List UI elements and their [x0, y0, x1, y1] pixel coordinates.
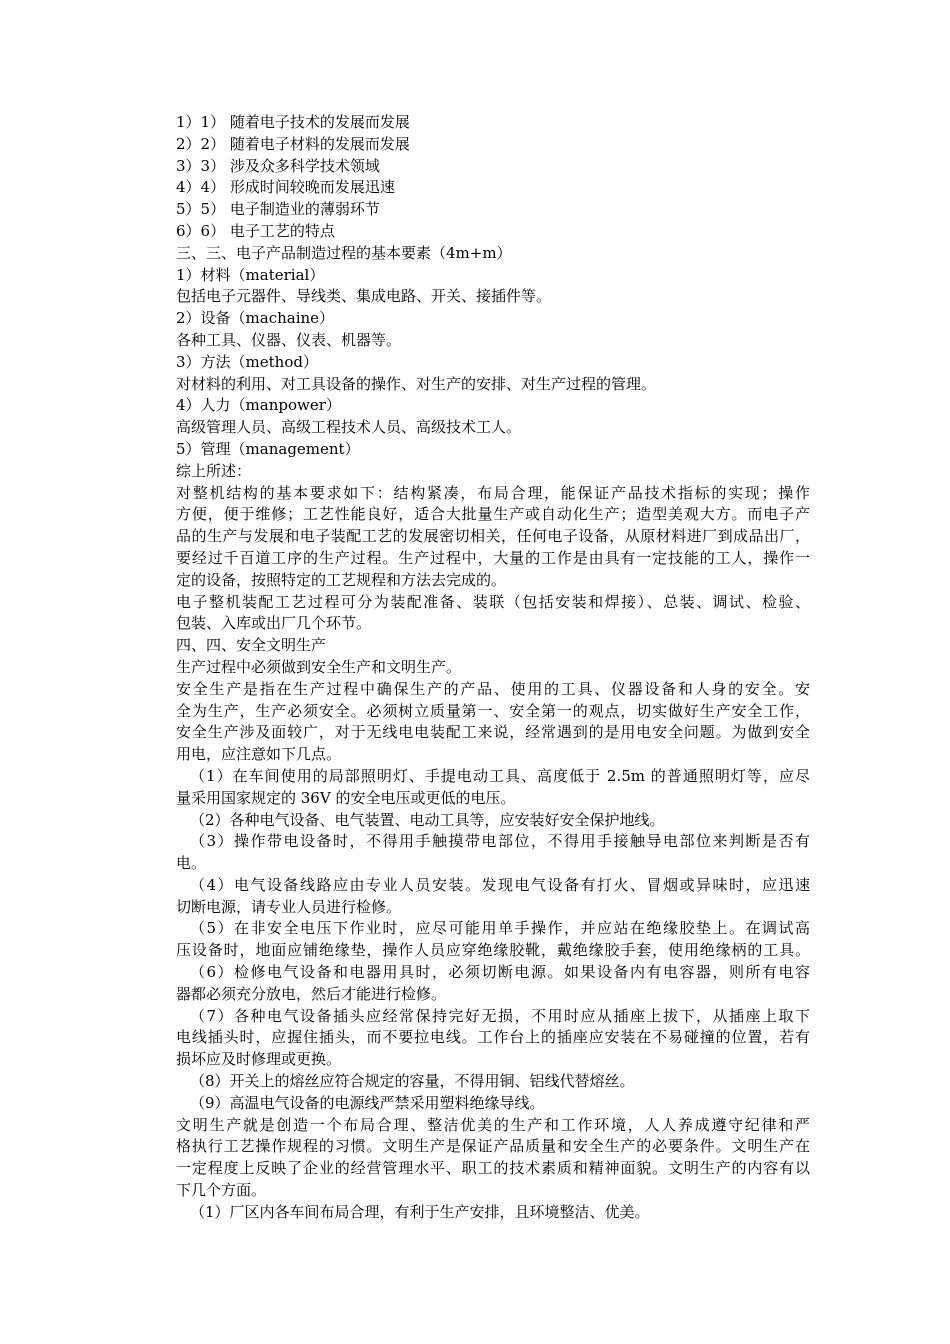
text-line: 3）方法（method） [176, 352, 318, 371]
text-line: 包装、入库或出厂几个环节。 [176, 614, 372, 633]
text-line: 切断电源，请专业人员进行检修。 [176, 897, 402, 916]
text-line: （7）各种电气设备插头应经常保持完好无损，不用时应从插座上拔下，从插座上取下 [190, 1006, 810, 1025]
text-line: 用电，应注意如下几点。 [176, 745, 342, 764]
text-line: 5）5） 电子制造业的薄弱环节 [176, 200, 380, 219]
text-line: 一定程度上反映了企业的经营管理水平、职工的技术素质和精神面貌。文明生产的内容有以 [176, 1159, 810, 1178]
text-line: 要经过千百道工序的生产过程。生产过程中，大量的工作是由具有一定技能的工人，操作一 [176, 548, 810, 567]
text-line: （8）开关上的熔丝应符合规定的容量，不得用铜、铝线代替熔丝。 [190, 1072, 635, 1091]
text-line: 安全生产是指在生产过程中确保生产的产品、使用的工具、仪器设备和人身的安全。安 [176, 679, 810, 698]
text-line: 文明生产就是创造一个布局合理、整洁优美的生产和工作环境，人人养成遵守纪律和严 [176, 1115, 810, 1134]
text-line: 2）2） 随着电子材料的发展而发展 [176, 134, 410, 153]
text-line: 损坏应及时修理或更换。 [176, 1050, 342, 1069]
text-line: 3）3） 涉及众多科学技术领域 [176, 156, 380, 175]
text-line: 高级管理人员、高级工程技术人员、高级技术工人。 [176, 418, 522, 437]
text-line: 压设备时，地面应铺绝缘垫，操作人员应穿绝缘胶靴，戴绝缘胶手套，使用绝缘柄的工具。 [176, 941, 810, 960]
text-line: 对材料的利用、对工具设备的操作、对生产的安排、对生产过程的管理。 [176, 374, 657, 393]
text-line: 综上所述： [176, 461, 252, 480]
text-line: 量采用国家规定的 36V 的安全电压或更低的电压。 [176, 788, 516, 807]
text-line: 品的生产与发展和电子装配工艺的发展密切相关，任何电子设备，从原材料进厂到成品出厂， [176, 527, 810, 546]
text-line: 全为生产，生产必须安全。必须树立质量第一、安全第一的观点，切实做好生产安全工作， [176, 701, 810, 720]
text-line: 包括电子元器件、导线类、集成电路、开关、接插件等。 [176, 287, 552, 306]
text-line: 2）设备（machaine） [176, 309, 335, 328]
text-line: 5）管理（management） [176, 439, 360, 458]
text-line: 1）1） 随着电子技术的发展而发展 [176, 113, 410, 131]
text-line: 器都必须充分放电，然后才能进行检修。 [176, 984, 447, 1003]
text-line: （1）在车间使用的局部照明灯、手提电动工具、高度低于 2.5m 的普通照明灯等，应尽 [190, 766, 810, 785]
text-line: 各种工具、仪器、仪表、机器等。 [176, 330, 402, 349]
text-line: （2）各种电气设备、电气装置、电动工具等，应安装好安全保护地线。 [190, 810, 665, 829]
text-line: 安全生产涉及面较广，对于无线电电装配工来说，经常遇到的是用电安全问题。为做到安全 [176, 723, 810, 742]
text-line: 定的设备，按照特定的工艺规程和方法去完成的。 [176, 570, 507, 589]
text-line: 4）4） 形成时间较晚而发展迅速 [176, 178, 395, 197]
text-line: 4）人力（manpower） [176, 396, 341, 415]
text-line: 电线插头时，应握住插头，而不要拉电线。工作台上的插座应安装在不易碰撞的位置，若有 [176, 1028, 810, 1047]
text-line: 格执行工艺操作规程的习惯。文明生产是保证产品质量和安全生产的必要条件。文明生产在 [176, 1137, 810, 1156]
text-line: （4）电气设备线路应由专业人员安装。发现电气设备有打火、冒烟或异味时，应迅速 [190, 875, 810, 894]
text-line: 下几个方面。 [176, 1181, 267, 1200]
text-line: 电。 [176, 854, 207, 873]
text-line: 电子整机装配工艺过程可分为装配准备、装联（包括安装和焊接）、总装、调试、检验、 [176, 592, 810, 611]
text-line: 6）6） 电子工艺的特点 [176, 221, 335, 240]
text-line: （1）厂区内各车间布局合理，有利于生产安排，且环境整洁、优美。 [190, 1202, 650, 1221]
text-line: （6）检修电气设备和电器用具时，必须切断电源。如果设备内有电容器，则所有电容 [190, 963, 810, 982]
text-line: （9）高温电气设备的电源线严禁采用塑料绝缘导线。 [190, 1093, 545, 1112]
document-page [176, 112, 810, 1224]
text-line: 方便，便于维修；工艺性能良好，适合大批量生产或自动化生产；造型美观大方。而电子产 [176, 505, 810, 524]
text-line: （3）操作带电设备时，不得用手触摸带电部位，不得用手接触导电部位来判断是否有 [190, 832, 810, 851]
text-line: （5）在非安全电压下作业时，应尽可能用单手操作，并应站在绝缘胶垫上。在调试高 [190, 919, 810, 938]
text-line: 四、四、安全文明生产 [176, 636, 327, 655]
text-line: 1）材料（material） [176, 265, 325, 284]
text-line: 生产过程中必须做到安全生产和文明生产。 [176, 657, 462, 676]
text-line: 对整机结构的基本要求如下：结构紧凑，布局合理，能保证产品技术指标的实现；操作 [176, 483, 810, 502]
text-line: 三、三、电子产品制造过程的基本要素（4m+m） [176, 243, 512, 262]
